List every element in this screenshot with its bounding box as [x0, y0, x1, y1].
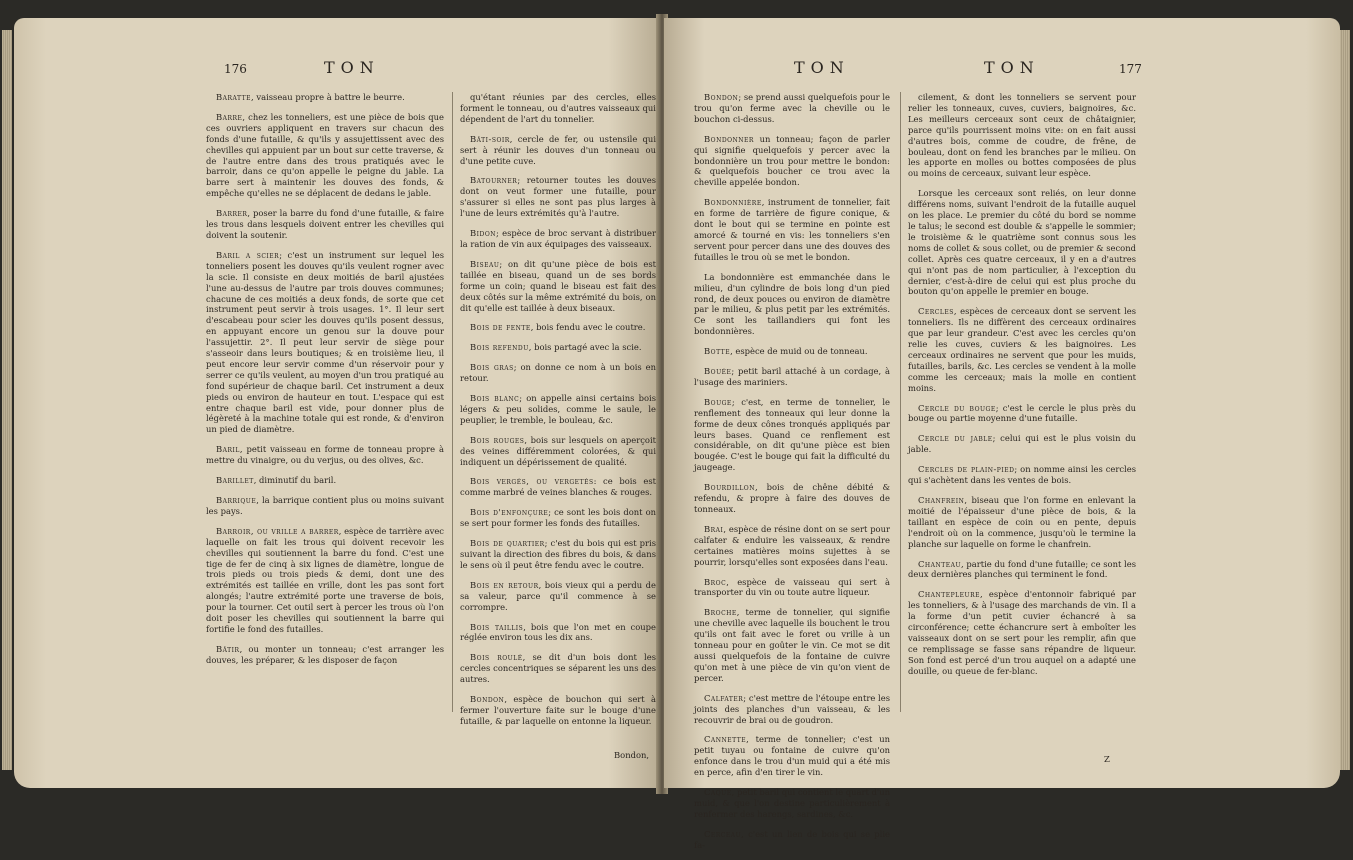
entry-paragraph — [908, 433, 1136, 455]
entry-text: , poser la barre du fond d'une futaille, & faire les trous dans lesquels doivent entrer les chevilles qui doivent la soutenir. — [206, 208, 444, 240]
entry-text: , c'est un lien de bois qui se plie fa- — [694, 828, 890, 850]
entry-paragraph — [206, 112, 444, 199]
entry-text: ; se prend aussi quelquefois pour le trou qu'on ferme avec la cheville ou le bouchon ci-dessus. — [694, 92, 890, 124]
entry-headword: Bondonner — [704, 133, 754, 144]
entry-headword: Cercles — [918, 306, 954, 317]
entry-paragraph — [460, 580, 656, 613]
entry-text: ; espèce de broc servant à distribuer la ration de vin aux équipages des vaisseaux. — [460, 228, 656, 249]
right-page — [664, 18, 1340, 850]
entry-text: ; ce sont les bois dont on se sert pour former les fonds des futailles. — [460, 507, 657, 529]
entry-paragraph — [908, 306, 1136, 393]
entry-headword: Cercle du bouge — [918, 402, 996, 413]
entry-paragraph — [206, 495, 444, 517]
entry-paragraph — [908, 464, 1136, 486]
entry-paragraph — [908, 495, 1136, 550]
entry-paragraph — [460, 175, 656, 219]
entry-paragraph — [908, 589, 1136, 676]
right-column-1 — [694, 92, 890, 860]
entry-text: , partie du fond d'une futaille; ce sont les deux dernières planches qui terminent le fond. — [908, 558, 1136, 580]
entry-headword: Barroir, ou vrille a barrer — [216, 525, 339, 536]
entry-paragraph — [460, 538, 656, 571]
entry-headword: Bouge — [704, 396, 732, 407]
entry-paragraph — [206, 208, 444, 241]
entry-headword: Caque — [704, 787, 732, 798]
entry-paragraph — [460, 92, 656, 125]
entry-paragraph — [206, 92, 444, 103]
entry-headword: Bidon — [470, 228, 497, 239]
entry-headword: Bois taillis — [470, 621, 524, 632]
entry-headword: Chanfrein — [918, 495, 965, 505]
entry-paragraph — [460, 435, 656, 468]
entry-text: ; c'est mettre de l'étoupe entre les joints des planches d'un vaisseau, & les recouvrir de brai ou de goudron. — [694, 692, 890, 725]
left-page-header: TON — [324, 58, 380, 77]
entry-text: un tonneau; façon de parler qui signifie quelquefois y percer avec la bondonnière un trou pour mettre le bondon: & quelquefois boucher ce trou avec la cheville appelée bondon. — [694, 133, 890, 188]
entry-paragraph — [460, 134, 656, 167]
entry-headword: Baril a scier — [216, 249, 280, 260]
entry-text: , se dit d'un bois dont les cercles concentriques se séparent les uns des autres. — [460, 652, 656, 685]
entry-headword: Cannette — [704, 734, 747, 745]
entry-text: , terme de tonnelier; c'est un petit tuyau ou fontaine de cuivre qu'on enfonce dans le trou d'un muid qui a été mis en perce, afin d'en tirer le vin. — [694, 734, 890, 778]
entry-text: , cercle de fer, ou ustensile qui sert à réunir les douves d'un tonneau ou d'une petite cuve. — [460, 133, 656, 166]
entry-text: , espèce de vaisseau qui sert à transporter du vin ou toute autre liqueur. — [694, 576, 890, 598]
entry-paragraph — [460, 476, 656, 498]
entry-headword: Bourdillon — [704, 482, 755, 493]
entry-paragraph — [694, 607, 890, 683]
entry-paragraph — [460, 622, 656, 644]
left-column-1 — [206, 92, 444, 675]
entry-paragraph — [694, 829, 890, 851]
entry-text: ; on dit qu'une pièce de bois est taillée en biseau, quand un de ses bords forme un coin; quand le biseau est fait des deux côtés sur la même extrémité du bois, on dit qu'elle est taillée à deux biseaux. — [460, 258, 656, 313]
entry-headword: Broc — [704, 576, 727, 587]
entry-headword: Bois roulé — [470, 652, 523, 663]
entry-text: , espèce de tarrière avec laquelle on fait les trous qui doivent recevoir les chevilles qui soutiennent la barre du fond. C'est une tige de fer de cinq à six lignes de diamètre, longue de trois pieds ou trois pieds & demi, dont une des extrémités est taillée en vrille, dont les pas sont fort alongés; l'autre extrémité porte une traverse de bois, pour la tourner. Cet outil sert à percer les trous où l'on doit poser les chevilles qui soutiennent la barre qui fortifie le fond des futailles. — [206, 525, 444, 634]
entry-paragraph — [206, 644, 444, 666]
entry-headword: Bois rouges — [470, 434, 525, 445]
entry-paragraph — [460, 507, 656, 529]
entry-text: , biseau que l'on forme en enlevant la moitié de l'épaisseur d'une pièce de bois, & la taillant en espèce de coin ou en pente, depuis l'endroit où on la commence, jusqu'où le termine la planche sur laquelle on forme le chanfrein. — [908, 495, 1136, 549]
entry-paragraph — [460, 694, 656, 727]
entry-paragraph — [908, 403, 1136, 425]
entry-text: ; on donne ce nom à un bois en retour. — [460, 362, 656, 384]
entry-paragraph — [694, 787, 890, 820]
entry-headword: Bondon — [470, 694, 505, 705]
entry-headword: Bouée — [704, 366, 732, 377]
entry-text: ; c'est le cercle le plus près du bouge ou partie moyenne d'une futaille. — [908, 402, 1137, 424]
entry-paragraph — [908, 188, 1136, 297]
entry-headword: Bois de fente — [470, 322, 531, 333]
entry-text: La bondonnière est emmanchée dans le milieu, d'un cylindre de bois long d'un pied rond, de deux pouces ou environ de diamètre par le milieu, & plus petit par les extrémités. Ce sont les taillandiers qui font les bondonnières. — [694, 271, 890, 337]
left-column-2 — [460, 92, 656, 736]
entry-headword: Barrique — [216, 495, 257, 505]
entry-headword: Barre — [216, 111, 243, 122]
entry-text: , diminutif du baril. — [253, 475, 337, 486]
right-column-2 — [908, 92, 1136, 686]
entry-paragraph — [460, 259, 656, 314]
entry-headword: Cercles de plain-pied — [918, 464, 1015, 475]
entry-text: , la barrique contient plus ou moins suivant les pays. — [206, 495, 444, 516]
entry-paragraph — [460, 652, 656, 685]
entry-text: , bois vieux qui a perdu de sa valeur, parce qu'il commence à se corrompre. — [460, 579, 656, 612]
entry-paragraph — [206, 475, 444, 486]
entry-headword: Bâti-soir — [470, 133, 510, 144]
catchword: Bondon, — [614, 750, 650, 760]
entry-headword: Bois en retour — [470, 579, 539, 590]
entry-paragraph — [694, 693, 890, 726]
entry-text: , vaisseau propre à battre le beurre. — [251, 92, 405, 102]
entry-paragraph — [694, 482, 890, 515]
entry-paragraph — [694, 197, 890, 262]
entry-text: Lorsque les cerceaux sont reliés, on leur donne différens noms, suivant l'endroit de la futaille auquel on les place. Le premier du côté du bord se nomme le talus; le second est double & s'appelle le sommier; le troisième & le quatrième sont connus sous les noms de collet & sous collet, ou de premier & second collet. Après ces quatre cerceaux, il y en a d'autres qui n'ont pas de nom particulier, à l'exception du dernier, c'est-à-dire de celui qui est plus proche du bouton qu'on appelle le premier en bouge. — [908, 188, 1136, 297]
entry-paragraph — [460, 362, 656, 384]
entry-paragraph — [460, 393, 656, 426]
entry-paragraph — [908, 559, 1136, 581]
entry-text: ; c'est, en terme de tonnelier, le renflement des tonneaux qui leur donne la forme de deux cônes tronqués appliqués par leurs bases. Quand ce renflement est considérable, on dit qu'une pièce est bien bougée. C'est le bouge qui fait la difficulté du jaugeage. — [694, 396, 890, 473]
entry-paragraph — [694, 366, 890, 388]
entry-text: , bois partagé avec la scie. — [528, 342, 642, 353]
entry-paragraph — [908, 92, 1136, 179]
entry-headword: Bondonnière — [704, 197, 762, 208]
entry-text: , bois que l'on met en coupe réglée environ tous les dix ans. — [460, 621, 656, 643]
entry-paragraph — [460, 228, 656, 250]
entry-text: : ce bois est comme marbré de veines blanches & rouges. — [460, 476, 656, 498]
entry-paragraph — [206, 526, 444, 635]
entry-headword: Baril — [216, 444, 240, 455]
entry-paragraph — [694, 577, 890, 599]
entry-paragraph — [206, 444, 444, 466]
entry-text: ; celui qui est le plus voisin du jable. — [908, 433, 1136, 455]
entry-headword: Bois d'enfonçure — [470, 507, 549, 518]
entry-headword: Bois de quartier — [470, 538, 545, 549]
entry-headword: Chantepleure — [918, 589, 980, 600]
entry-text: ; c'est un instrument sur lequel les tonneliers posent les douves qu'ils veulent rogner avec la scie. Il consiste en deux moitiés de baril ajustées l'une au-dessus de l'autre par trois douves communes; chacune de ces moitiés a deux fonds, de sorte que cet instrument peut servir à trois usages. 1°. Il leur sert d'escabeau pour scier les douves qu'ils posent dessus, en appuyant encore un genou sur la douve pour l'assujettir. 2°. Il peut leur servir de siège pour s'asseoir dans leurs boutiques; & en troisième lieu, il peut encore leur servir comme d'un réservoir pour y serrer ce qu'ils veulent, au moyen d'un trou pratiqué au fond supérieur de chaque baril. Cet instrument a deux pieds ou environ de hauteur en tout. L'espace qui est entre chaque baril est vide, pour donner plus de légèreté à la machine totale qui est ronde, & d'environ un pied de diamètre. — [206, 249, 444, 435]
entry-headword: Batourner — [470, 175, 518, 186]
entry-paragraph — [694, 397, 890, 473]
entry-headword: Barillet — [216, 475, 254, 486]
entry-headword: Broche — [704, 607, 737, 618]
entry-paragraph — [694, 134, 890, 189]
entry-headword: Bâtir — [216, 643, 240, 654]
entry-headword: Biseau — [470, 258, 500, 269]
entry-paragraph — [460, 342, 656, 353]
entry-paragraph — [694, 524, 890, 568]
signature-mark: Z — [1104, 754, 1110, 764]
entry-headword: Cercle du jable — [918, 433, 993, 444]
entry-text: , espèce de résine dont on se sert pour calfater & enduire les vaisseaux, & rendre certaines matières moins sujettes à se pourrir, lorsqu'elles sont exposées dans l'eau. — [694, 523, 890, 567]
entry-text: qu'étant réunies par des cercles, elles forment le tonneau, ou d'autres vaisseaux qui dépendent de l'art du tonnelier. — [460, 92, 656, 124]
entry-text: , espèces de cerceaux dont se servent les tonneliers. Ils ne diffèrent des cerceaux ordinaires que par leur grandeur. C'est avec les cercles qu'on relie les cuves, cuviers & les baignoires. Les cerceaux ordinaires ne servent que pour les muids, futailles, barils, &c. Les cercles se vendent à la molle comme les cerceaux; mais la molle en contient moins. — [908, 306, 1136, 393]
left-page-number: 176 — [224, 62, 247, 76]
entry-paragraph — [694, 346, 890, 357]
entry-text: , petit baril qui contient le quart d'un muid, & que l'on destine particulièrement à renfermer des harengs, sardines, &c. — [694, 787, 890, 819]
entry-text: , espèce d'entonnoir fabriqué par les tonneliers, & à l'usage des marchands de vin. Il a la forme d'un petit cuvier échancré à sa circonférence; cette échancrure sert à emboîter les vaisseaux dont on se sert pour les remplir, afin que ce remplissage se fasse sans répandre de liqueur. Son fond est percé d'un trou auquel on a adapté une douille, ou queue de fer-blanc. — [908, 589, 1136, 676]
entry-text: , bois de chêne débité & refendu, & propre à faire des douves de tonneaux. — [694, 482, 890, 514]
entry-text: , ou monter un tonneau; c'est arranger les douves, les préparer, & les disposer de façon — [206, 643, 444, 665]
entry-paragraph — [694, 92, 890, 125]
entry-paragraph — [206, 250, 444, 435]
entry-paragraph — [460, 322, 656, 333]
right-page-header-2: TON — [984, 58, 1040, 77]
entry-text: , espèce de bouchon qui sert à fermer l'ouverture faite sur le bouge d'une futaille, & par laquelle on entonne la liqueur. — [460, 694, 656, 726]
entry-text: , petit vaisseau en forme de tonneau propre à mettre du vinaigre, ou du verjus, ou des olives, &c. — [206, 444, 444, 466]
entry-text: , espèce de muid ou de tonneau. — [730, 346, 868, 357]
entry-text: ; petit baril attaché à un cordage, à l'usage des mariniers. — [694, 366, 890, 387]
entry-text: , bois fendu avec le coutre. — [530, 322, 646, 333]
entry-text: , terme de tonnelier, qui signifie une cheville avec laquelle ils bouchent le trou qu'ils ont fait avec le foret ou vrille à un tonneau pour en goûter le vin. Ce mot se dit aussi quelquefois de la fontaine de cuivre qu'on met à une pièce de vin qu'on vient de percer. — [694, 607, 890, 683]
entry-headword: Baratte — [216, 92, 252, 102]
entry-headword: Bois blanc — [470, 393, 520, 404]
right-page-number: 177 — [1119, 62, 1142, 76]
entry-text: ; retourner toutes les douves dont on veut former une futaille, pour s'assurer si elles ne sont pas plus larges à l'une de leurs extrémités qu'à l'autre. — [460, 175, 656, 219]
entry-paragraph — [694, 734, 890, 778]
entry-headword: Bois gras — [470, 362, 514, 373]
right-page-header: TON — [794, 58, 850, 77]
entry-headword: Bondon — [704, 92, 739, 102]
entry-headword: Calfater — [704, 692, 744, 703]
entry-headword: Brai — [704, 523, 724, 534]
entry-text: ; on appelle ainsi certains bois légers & peu solides, comme le saule, le peuplier, le tremble, le bouleau, &c. — [460, 393, 656, 425]
entry-headword: Barrer — [216, 208, 248, 219]
entry-paragraph — [694, 272, 890, 337]
entry-headword: Botte — [704, 346, 731, 357]
entry-text: , instrument de tonnelier, fait en forme de tarrière de figure conique, & dont le bout qui se termine en pointe est amorcé & tourné en vis: les tonneliers s'en servent pour percer dans une des douves des futailles le trou où se met le bondon. — [694, 197, 890, 262]
entry-headword: Bois vergés, ou vergetés — [470, 476, 594, 487]
entry-text: ; on nomme ainsi les cercles qui s'achètent dans les ventes de bois. — [908, 464, 1136, 486]
entry-text: cilement, & dont les tonneliers se servent pour relier les tonneaux, cuves, cuviers, baignoires, &c. Les meilleurs cerceaux sont ceux de châtaignier, parce qu'ils pourrissent moins vite: on en fait aussi d'autres bois, comme de coudre, de frêne, de bouleau, dont on fend les branches par le milieu. On les apporte en molles ou bottes composées de plus ou moins de cerceaux, suivant leur espèce. — [908, 92, 1136, 179]
entry-text: ; c'est du bois qui est pris suivant la direction des fibres du bois, & dans le sens où il peut être fendu avec le coutre. — [460, 538, 656, 570]
entry-headword: Chanteau — [918, 558, 961, 569]
entry-headword: Bois refendu — [470, 342, 529, 353]
entry-text: , chez les tonneliers, est une pièce de bois que ces ouvriers appliquent en travers sur chacun des fonds d'une futaille, & qu'ils y assujettissent avec des chevilles qui appuient par un bout sur cette traverse, & de l'autre entre dans des trous pratiqués avec le barroir, dans ce qu'on appelle le peigne du jable. La barre sert à maintenir les douves des fonds, & empêche qu'elles ne se déplacent de dedans le jable. — [206, 111, 444, 199]
entry-text: , bois sur lesquels on aperçoit des veines différemment colorées, & qui indiquent un dépérissement de qualité. — [460, 434, 656, 467]
left-page — [14, 18, 660, 788]
entry-headword: Cerceau — [704, 828, 742, 839]
